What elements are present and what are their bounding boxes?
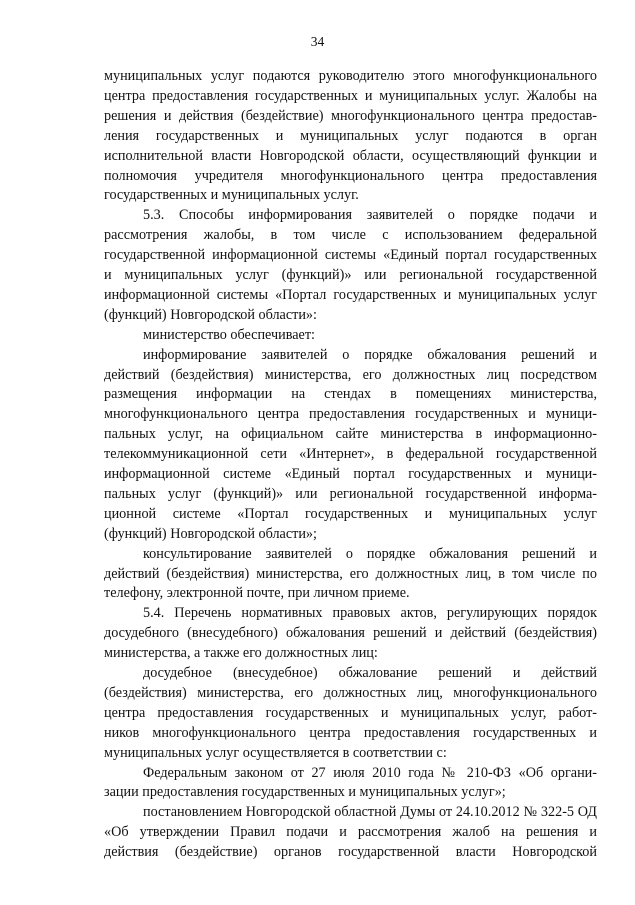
text-line: государственной информационной системы «Единый портал государственных — [104, 247, 597, 264]
text-line: решения и действия (бездействие) многофункционального центра предостав- — [104, 107, 597, 124]
text-line: (функций) Новгородской области»; — [104, 525, 317, 542]
text-line: действий (бездействия) министерства, его должностных лиц посредством — [104, 366, 597, 383]
text-line: «Об утверждении Правил подачи и рассмотрения жалоб на решения и — [104, 824, 597, 841]
text-line: (бездействия) министерства, его должностных лиц, многофункционального — [104, 684, 597, 701]
text-line: консультирование заявителей о порядке обжалования решений и — [143, 545, 597, 562]
text-line: телекоммуникационной сети «Интернет», в федеральной государственной — [104, 446, 597, 463]
text-line: 5.3. Способы информирования заявителей о порядке подачи и — [143, 207, 597, 224]
text-line: муниципальных услуг осуществляется в соответствии с: — [104, 744, 447, 761]
text-line: телефону, электронной почте, при личном приеме. — [104, 585, 410, 602]
text-line: и муниципальных услуг (функций)» или региональной государственной — [104, 267, 597, 283]
text-line: многофункционального центра предоставления государственных и муници- — [104, 406, 597, 423]
text-line: информационной системе «Единый портал государственных и муници- — [104, 466, 597, 482]
text-line: Федеральным законом от 27 июля 2010 года № 210-ФЗ «Об органи- — [143, 764, 597, 781]
text-line: информирование заявителей о порядке обжалования решений и — [143, 346, 597, 363]
page-number: 34 — [310, 34, 325, 49]
text-line: информационной системы «Портал государственных и муниципальных услуг — [104, 286, 597, 303]
text-line: муниципальных услуг подаются руководителю этого многофункционального — [104, 68, 597, 84]
text-line: центра предоставления государственных и муниципальных услуг, работ- — [104, 704, 597, 721]
text-line: государственных и муниципальных услуг. — [104, 187, 359, 204]
text-line: пальных услуг, на официальном сайте министерства в информационно- — [104, 426, 597, 443]
text-line: постановлением Новгородской областной Думы от 24.10.2012 № 322-5 ОД — [143, 804, 597, 821]
text-line: зации предоставления государственных и муниципальных услуг»; — [104, 784, 506, 801]
text-line: министерство обеспечивает: — [143, 326, 315, 343]
text-line: исполнительной власти Новгородской области, осуществляющий функции и — [104, 147, 597, 164]
text-line: министерства, а также его должностных лиц: — [104, 645, 378, 662]
text-line: ников многофункционального центра предоставления государственных и — [104, 724, 597, 741]
text-line: пальных услуг (функций)» или региональной государственной информа- — [104, 485, 597, 502]
text-line: центра предоставления государственных и муниципальных услуг. Жалобы на — [104, 87, 597, 104]
text-line: ления государственных и муниципальных услуг подаются в орган — [104, 127, 597, 144]
text-line: действия (бездействие) органов государственной власти Новгородской — [104, 844, 597, 861]
text-line: полномочия учредителя многофункционального центра предоставления — [104, 167, 597, 184]
text-line: рассмотрения жалобы, в том числе с использованием федеральной — [104, 227, 597, 244]
text-line: действий (бездействия) министерства, его должностных лиц, в том числе по — [104, 565, 597, 582]
text-line: ционной системе «Портал государственных и муниципальных услуг — [104, 505, 597, 522]
text-line: (функций) Новгородской области»: — [104, 306, 317, 323]
text-line: досудебное (внесудебное) обжалование решений и действий — [143, 665, 597, 681]
text-line: 5.4. Перечень нормативных правовых актов, регулирующих порядок — [143, 605, 597, 622]
text-line: размещения информации на стендах в помещениях министерства, — [104, 386, 597, 403]
text-line: досудебного (внесудебного) обжалования решений и действий (бездействия) — [104, 625, 597, 642]
